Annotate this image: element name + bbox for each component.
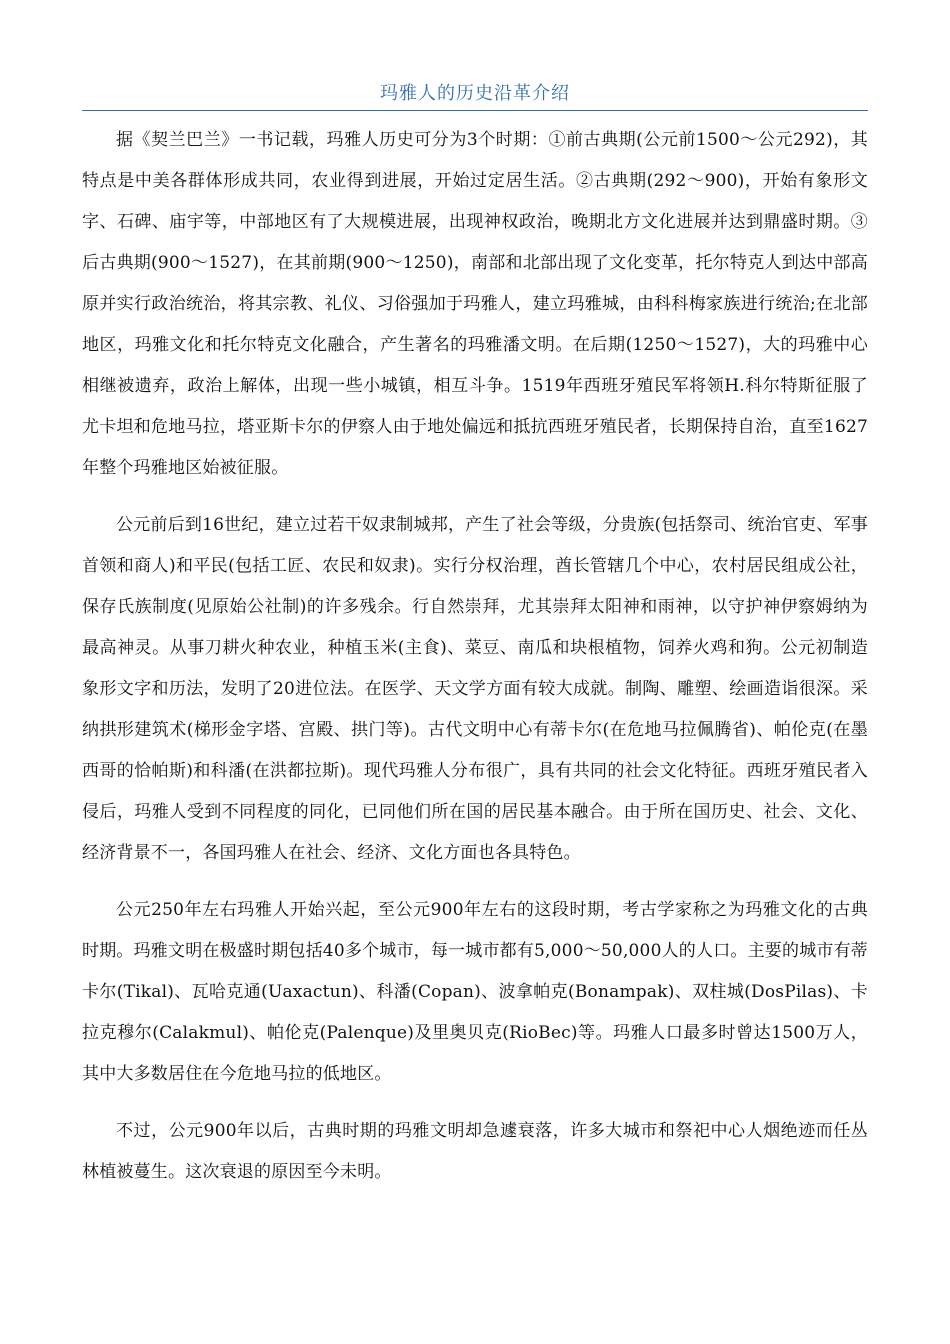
- paragraph-classic-period: 公元250年左右玛雅人开始兴起，至公元900年左右的这段时期，考古学家称之为玛雅文化的古典时期。玛雅文明在极盛时期包括40多个城市，每一城市都有5,000～50,000人的人口。主要的城市有蒂卡尔(Tikal)、瓦哈克通(Uaxactun)、科潘(Copan)、波拿帕克(Bonampak)、双柱城(DosPilas)、卡拉克穆尔(Calakmul)、帕伦克(Palenque)及里奥贝克(RioBec)等。玛雅人口最多时曾达1500万人，其中大多数居住在今危地马拉的低地区。: [82, 900, 868, 1084]
- document-header: [82, 78, 868, 111]
- paragraph-periods: 据《契兰巴兰》一书记载，玛雅人历史可分为3个时期：①前古典期(公元前1500～公元292)，其特点是中美各群体形成共同，农业得到进展，开始过定居生活。②古典期(292～900)，开始有象形文字、石碑、庙宇等，中部地区有了大规模进展，出现神权政治，晚期北方文化进展并达到鼎盛时期。③后古典期(900～1527)，在其前期(900～1250)，南部和北部出现了文化变革，托尔特克人到达中部高原并实行政治统治，将其宗教、礼仪、习俗强加于玛雅人，建立玛雅城，由科科梅家族进行统治;在北部地区，玛雅文化和托尔特克文化融合，产生著名的玛雅潘文明。在后期(1250～1527)，大的玛雅中心相继被遗弃，政治上解体，出现一些小城镇，相互斗争。1519年西班牙殖民军将领H.科尔特斯征服了尤卡坦和危地马拉，塔亚斯卡尔的伊察人由于地处偏远和抵抗西班牙殖民者，长期保持自治，直至1627年整个玛雅地区始被征服。: [82, 130, 868, 478]
- paragraph-society: 公元前后到16世纪，建立过若干奴隶制城邦，产生了社会等级，分贵族(包括祭司、统治官吏、军事首领和商人)和平民(包括工匠、农民和奴隶)。实行分权治理，酋长管辖几个中心，农村居民组成公社，保存氏族制度(见原始公社制)的许多残余。行自然崇拜，尤其崇拜太阳神和雨神，以守护神伊察姆纳为最高神灵。从事刀耕火种农业，种植玉米(主食)、菜豆、南瓜和块根植物，饲养火鸡和狗。公元初制造象形文字和历法，发明了20进位法。在医学、天文学方面有较大成就。制陶、雕塑、绘画造诣很深。采纳拱形建筑术(梯形金字塔、宫殿、拱门等)。古代文明中心有蒂卡尔(在危地马拉佩腾省)、帕伦克(在墨西哥的恰帕斯)和科潘(在洪都拉斯)。现代玛雅人分布很广，具有共同的社会文化特征。西班牙殖民者入侵后，玛雅人受到不同程度的同化，已同他们所在国的居民基本融合。由于所在国历史、社会、文化、经济背景不一，各国玛雅人在社会、经济、文化方面也各具特色。: [82, 515, 868, 863]
- document-body: [82, 120, 868, 1209]
- paragraph-decline: 不过，公元900年以后，古典时期的玛雅文明却急遽衰落，许多大城市和祭祀中心人烟绝迹而任丛林植被蔓生。这次衰退的原因至今未明。: [82, 1121, 868, 1182]
- document-title: 玛雅人的历史沿革介绍: [380, 83, 570, 104]
